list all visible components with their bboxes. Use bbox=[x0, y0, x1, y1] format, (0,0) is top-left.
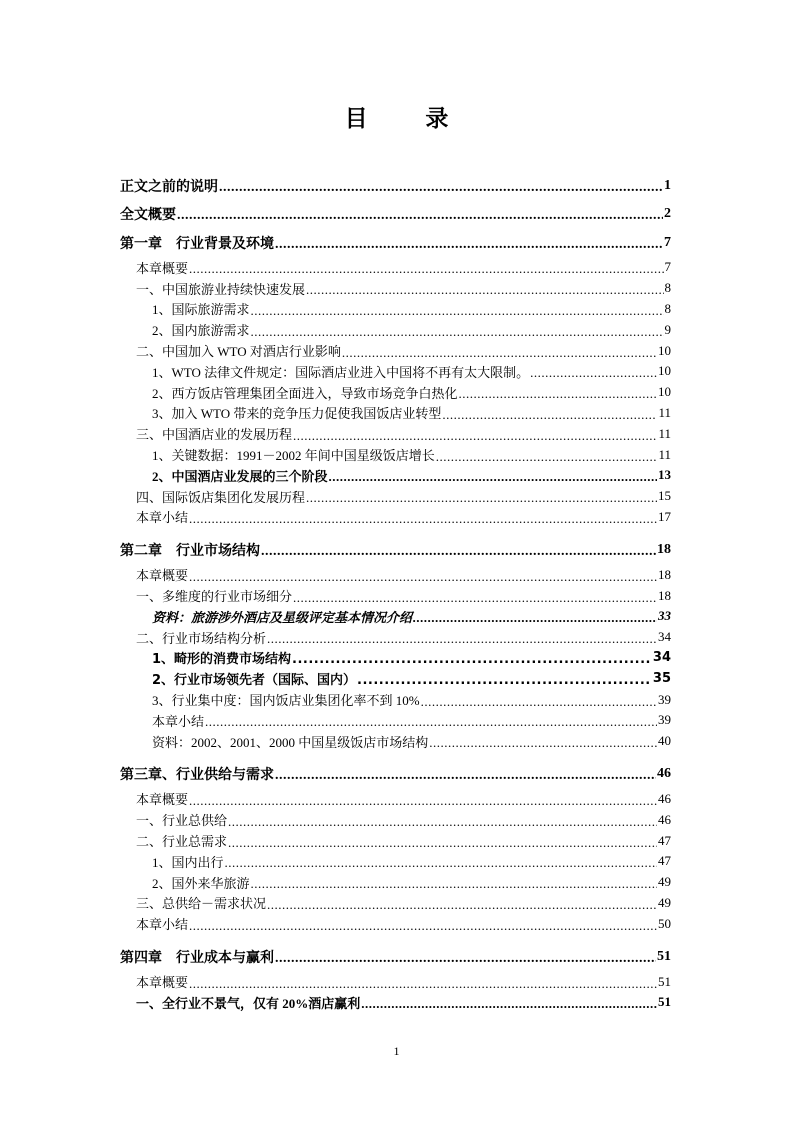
dot-leader bbox=[293, 590, 657, 606]
toc-entry-label: 2、国内旅游需求 bbox=[152, 323, 250, 339]
dot-leader bbox=[275, 768, 656, 784]
toc-entry-label: 2、中国酒店业发展的三个阶段 bbox=[152, 468, 328, 484]
toc-entry[interactable] bbox=[120, 710, 671, 731]
dot-leader bbox=[436, 449, 658, 465]
toc-title: 目 录 bbox=[344, 106, 475, 131]
toc-entry[interactable] bbox=[120, 340, 671, 361]
dot-leader bbox=[429, 735, 657, 751]
toc-entry-page: 49 bbox=[658, 874, 671, 890]
toc-entry[interactable] bbox=[120, 731, 671, 752]
toc-entry[interactable] bbox=[120, 942, 671, 971]
toc-entry-label: 1、WTO 法律文件规定：国际酒店业进入中国将不再有太大限制。 bbox=[152, 364, 530, 380]
toc-entry-label: 本章概要 bbox=[136, 975, 189, 990]
toc-entry-page: 39 bbox=[658, 712, 671, 728]
toc-entry-label: 本章概要 bbox=[136, 260, 189, 276]
toc-entry[interactable] bbox=[120, 648, 671, 669]
toc-entry-page: 35 bbox=[652, 671, 671, 687]
toc-entry-page: 10 bbox=[658, 342, 671, 358]
dot-leader bbox=[361, 996, 657, 1012]
toc-entry-label: 3、行业集中度：国内饭店业集团化率不到 10% bbox=[152, 693, 420, 709]
dot-leader bbox=[189, 511, 657, 527]
toc-entry[interactable] bbox=[120, 382, 671, 403]
dot-leader bbox=[329, 469, 657, 485]
toc-entry-page: 8 bbox=[664, 300, 671, 316]
dot-leader bbox=[228, 835, 657, 851]
dot-leader bbox=[251, 876, 657, 892]
dot-leader bbox=[293, 428, 657, 444]
toc-entry-label: 三、中国酒店业的发展历程 bbox=[136, 427, 293, 443]
toc-entry-page: 34 bbox=[652, 650, 671, 666]
toc-entry[interactable] bbox=[120, 319, 671, 340]
toc-entry-page: 51 bbox=[657, 948, 671, 964]
dot-leader bbox=[189, 976, 657, 992]
toc-entry-page: 46 bbox=[657, 766, 671, 782]
dot-leader bbox=[292, 652, 652, 667]
dot-leader bbox=[357, 673, 652, 688]
toc-entry[interactable] bbox=[120, 299, 671, 320]
toc-entry[interactable] bbox=[120, 535, 671, 564]
dot-leader bbox=[189, 569, 657, 585]
dot-leader bbox=[267, 897, 657, 913]
toc-entry-page: 18 bbox=[658, 587, 671, 603]
toc-entry-page: 40 bbox=[658, 733, 671, 749]
toc-entry-label: 二、行业总需求 bbox=[136, 834, 228, 850]
toc-entry[interactable] bbox=[120, 403, 671, 424]
toc-entry[interactable] bbox=[120, 830, 671, 851]
toc-entry[interactable] bbox=[120, 992, 671, 1013]
dot-leader bbox=[251, 303, 664, 319]
toc-entry[interactable] bbox=[120, 507, 671, 528]
toc-entry-label: 1、国际旅游需求 bbox=[152, 302, 250, 318]
toc-entry-page: 7 bbox=[664, 259, 671, 275]
toc-entry[interactable] bbox=[120, 361, 671, 382]
toc-entry-page: 47 bbox=[658, 853, 671, 869]
toc-entry-page: 18 bbox=[658, 566, 671, 582]
page-number: 1 bbox=[393, 1044, 400, 1058]
dot-leader bbox=[189, 793, 657, 809]
toc-entry-page: 11 bbox=[658, 446, 671, 462]
toc-entry-page: 11 bbox=[658, 425, 671, 441]
toc-entry-label: 一、多维度的行业市场细分 bbox=[136, 589, 293, 605]
toc-entry-page: 39 bbox=[658, 691, 671, 707]
toc-entry-page: 13 bbox=[658, 467, 671, 483]
dot-leader bbox=[228, 814, 657, 830]
toc-entry[interactable] bbox=[120, 278, 671, 299]
toc-entry-label: 本章小结 bbox=[152, 713, 205, 729]
toc-entry-page: 34 bbox=[658, 629, 671, 645]
toc-entry-label: 一、全行业不景气，仅有 20%酒店赢利 bbox=[136, 995, 361, 1011]
dot-leader bbox=[177, 208, 663, 224]
toc-entry-page: 15 bbox=[658, 488, 671, 504]
toc-entry-page: 46 bbox=[658, 790, 671, 806]
dot-leader bbox=[442, 407, 657, 423]
toc-entry-label: 3、加入 WTO 带来的竞争压力促使我国饭店业转型 bbox=[152, 406, 442, 422]
dot-leader bbox=[413, 610, 657, 626]
toc-entry-label: 本章概要 bbox=[136, 792, 189, 808]
dot-leader bbox=[306, 282, 663, 298]
dot-leader bbox=[267, 631, 657, 647]
toc-entry-page: 33 bbox=[658, 608, 671, 624]
toc-entry-label: 资料：旅游涉外酒店及星级评定基本情况介绍 bbox=[152, 609, 413, 625]
dot-leader bbox=[189, 261, 663, 277]
toc-entry[interactable] bbox=[120, 486, 671, 507]
toc-entry[interactable] bbox=[120, 257, 671, 278]
toc-entry-page: 11 bbox=[658, 404, 671, 420]
dot-leader bbox=[530, 365, 657, 381]
toc-entry[interactable] bbox=[120, 872, 671, 893]
toc-entry-label: 一、行业总供给 bbox=[136, 813, 228, 829]
toc-entry-label: 第二章 行业市场结构 bbox=[120, 543, 260, 559]
toc-entry-page: 46 bbox=[658, 811, 671, 827]
toc-entry-label: 2、西方饭店管理集团全面进入，导致市场竞争白热化 bbox=[152, 385, 458, 401]
toc-entry[interactable] bbox=[120, 809, 671, 830]
toc-entry-page: 50 bbox=[658, 915, 671, 931]
dot-leader bbox=[205, 714, 657, 730]
toc-entry[interactable] bbox=[120, 444, 671, 465]
toc-entry-page: 51 bbox=[658, 973, 671, 989]
toc-entry-label: 第三章、行业供给与需求 bbox=[120, 768, 274, 784]
toc-entry-label: 本章概要 bbox=[136, 568, 189, 584]
toc-entry-label: 资料：2002、2001、2000 中国星级饭店市场结构 bbox=[152, 734, 429, 750]
toc-entry-page: 7 bbox=[664, 234, 671, 250]
toc-entry[interactable] bbox=[120, 913, 671, 934]
toc-entry-page: 10 bbox=[658, 384, 671, 400]
toc-entry-label: 本章小结 bbox=[136, 917, 189, 933]
dot-leader bbox=[275, 951, 656, 967]
toc-entry[interactable] bbox=[120, 789, 671, 810]
toc-entry[interactable] bbox=[120, 760, 671, 789]
toc-entry-label: 全文概要 bbox=[120, 208, 176, 223]
dot-leader bbox=[421, 694, 657, 710]
toc-entry[interactable] bbox=[120, 971, 671, 992]
toc-entry[interactable] bbox=[120, 851, 671, 872]
toc-entry[interactable] bbox=[120, 668, 671, 689]
toc-entry[interactable] bbox=[120, 689, 671, 710]
dot-leader bbox=[459, 386, 657, 402]
toc-entry[interactable] bbox=[120, 564, 671, 585]
toc-entry-label: 二、行业市场结构分析 bbox=[136, 630, 267, 646]
toc-entry[interactable] bbox=[120, 893, 671, 914]
toc-entry[interactable] bbox=[120, 627, 671, 648]
dot-leader bbox=[275, 237, 663, 253]
toc-entry-page: 47 bbox=[658, 832, 671, 848]
dot-leader bbox=[261, 544, 656, 560]
toc-entry-label: 第四章 行业成本与赢利 bbox=[120, 950, 274, 966]
toc-entry-label: 二、中国加入 WTO 对酒店行业影响 bbox=[136, 344, 341, 360]
toc-entry-page: 51 bbox=[658, 994, 671, 1010]
toc-entry-page: 1 bbox=[664, 178, 671, 193]
toc-entry[interactable] bbox=[120, 423, 671, 444]
toc-entry-page: 8 bbox=[664, 280, 671, 296]
toc-entry-label: 1、关键数据：1991－2002 年间中国星级饭店增长 bbox=[152, 448, 435, 464]
toc-entry-label: 2、国外来华旅游 bbox=[152, 875, 250, 891]
dot-leader bbox=[342, 345, 657, 361]
toc-entry[interactable] bbox=[120, 200, 671, 228]
toc-entry-label: 1、国内出行 bbox=[152, 854, 224, 870]
toc-entry-page: 49 bbox=[658, 894, 671, 910]
toc-entry-page: 9 bbox=[664, 321, 671, 337]
toc-entry-label: 三、总供给－需求状况 bbox=[136, 896, 267, 912]
toc-entry-label: 第一章 行业背景及环境 bbox=[120, 236, 274, 252]
toc-entry[interactable] bbox=[120, 228, 671, 257]
table-of-contents bbox=[120, 172, 671, 1013]
toc-entry-label: 四、国际饭店集团化发展历程 bbox=[136, 489, 306, 505]
dot-leader bbox=[251, 324, 664, 340]
toc-entry-label: 1、畸形的消费市场结构 bbox=[152, 652, 292, 668]
toc-entry[interactable] bbox=[120, 606, 671, 627]
toc-entry-page: 18 bbox=[657, 541, 671, 557]
toc-entry-label: 正文之前的说明 bbox=[120, 180, 218, 195]
dot-leader bbox=[225, 855, 657, 871]
toc-entry-label: 2、行业市场领先者（国际、国内） bbox=[152, 673, 357, 689]
toc-entry-label: 本章小结 bbox=[136, 510, 189, 526]
toc-entry[interactable] bbox=[120, 585, 671, 606]
toc-entry[interactable] bbox=[120, 465, 671, 486]
toc-entry-page: 2 bbox=[664, 206, 671, 221]
toc-entry-page: 17 bbox=[658, 508, 671, 524]
dot-leader bbox=[189, 918, 657, 934]
toc-entry[interactable] bbox=[120, 172, 671, 200]
toc-entry-label: 一、中国旅游业持续快速发展 bbox=[136, 281, 306, 297]
toc-entry-page: 10 bbox=[658, 363, 671, 379]
dot-leader bbox=[219, 180, 663, 196]
dot-leader bbox=[306, 490, 657, 506]
